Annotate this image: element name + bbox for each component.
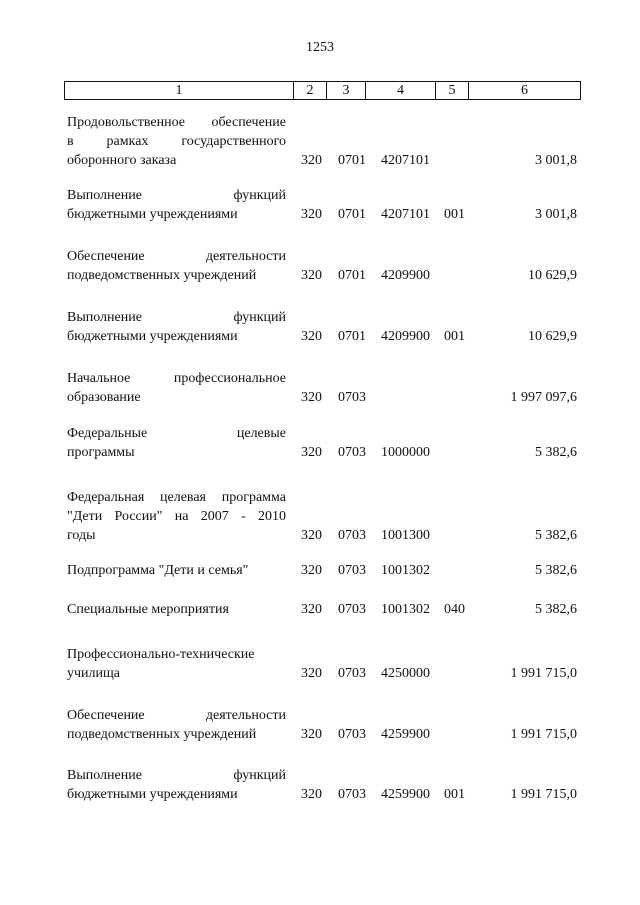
row-col-4: 4259900 bbox=[381, 727, 430, 742]
row-name-line: Начальное профессиональное bbox=[67, 371, 286, 386]
row-col-4: 1001302 bbox=[381, 602, 430, 617]
row-col-6: 1 991 715,0 bbox=[510, 727, 577, 742]
row-name-line: подведомственных учреждений bbox=[67, 268, 257, 283]
row-name bbox=[67, 113, 286, 170]
header-col-4: 4 bbox=[366, 82, 436, 99]
row-col-2: 320 bbox=[301, 390, 322, 405]
row-col-6: 5 382,6 bbox=[535, 602, 577, 617]
row-col-4: 4207101 bbox=[381, 153, 430, 168]
row-name-line: Выполнение функций bbox=[67, 188, 286, 203]
row-col-6: 10 629,9 bbox=[528, 329, 577, 344]
row-name bbox=[67, 561, 286, 580]
row-col-4: 1000000 bbox=[381, 445, 430, 460]
row-col-2: 320 bbox=[301, 268, 322, 283]
header-col-2: 2 bbox=[294, 82, 327, 99]
row-col-2: 320 bbox=[301, 787, 322, 802]
row-col-3: 0703 bbox=[338, 445, 366, 460]
row-col-2: 320 bbox=[301, 207, 322, 222]
row-name bbox=[67, 247, 286, 285]
row-name-line: программы bbox=[67, 445, 135, 460]
row-col-5: 001 bbox=[444, 787, 465, 802]
row-col-6: 5 382,6 bbox=[535, 445, 577, 460]
row-col-4: 1001302 bbox=[381, 563, 430, 578]
row-col-2: 320 bbox=[301, 563, 322, 578]
row-name bbox=[67, 706, 286, 744]
row-col-5: 040 bbox=[444, 602, 465, 617]
row-name bbox=[67, 186, 286, 224]
row-col-6: 1 991 715,0 bbox=[510, 787, 577, 802]
row-name-line: Продовольственное обеспечение bbox=[67, 115, 286, 130]
row-col-4: 4209900 bbox=[381, 268, 430, 283]
row-name-line: Обеспечение деятельности bbox=[67, 708, 286, 723]
row-name bbox=[67, 424, 286, 462]
row-col-3: 0701 bbox=[338, 153, 366, 168]
row-col-3: 0701 bbox=[338, 329, 366, 344]
row-col-4: 4209900 bbox=[381, 329, 430, 344]
row-name-line: Выполнение функций bbox=[67, 310, 286, 325]
row-name-line: Специальные мероприятия bbox=[67, 602, 229, 617]
row-col-2: 320 bbox=[301, 666, 322, 681]
row-name-line: "Дети России" на 2007 - 2010 bbox=[67, 509, 286, 524]
header-col-5: 5 bbox=[436, 82, 469, 99]
row-name-line: подведомственных учреждений bbox=[67, 727, 257, 742]
row-name-line: Федеральная целевая программа bbox=[67, 490, 286, 505]
row-name-line: Профессионально-технические bbox=[67, 647, 255, 662]
row-name-line: образование bbox=[67, 390, 141, 405]
row-col-3: 0703 bbox=[338, 666, 366, 681]
row-name bbox=[67, 308, 286, 346]
row-name-line: Федеральные целевые bbox=[67, 426, 286, 441]
row-name-line: в рамках государственного bbox=[67, 134, 286, 149]
row-col-4: 4250000 bbox=[381, 666, 430, 681]
row-col-2: 320 bbox=[301, 727, 322, 742]
row-name-line: бюджетными учреждениями bbox=[67, 787, 238, 802]
row-col-2: 320 bbox=[301, 528, 322, 543]
row-col-3: 0703 bbox=[338, 602, 366, 617]
row-col-3: 0703 bbox=[338, 528, 366, 543]
row-col-6: 5 382,6 bbox=[535, 563, 577, 578]
header-col-6: 6 bbox=[521, 83, 528, 98]
row-col-4: 4259900 bbox=[381, 787, 430, 802]
row-name bbox=[67, 645, 286, 683]
table-header bbox=[64, 81, 581, 100]
row-col-3: 0703 bbox=[338, 787, 366, 802]
row-col-2: 320 bbox=[301, 445, 322, 460]
row-name bbox=[67, 488, 286, 545]
row-col-6: 1 991 715,0 bbox=[510, 666, 577, 681]
row-col-4: 4207101 bbox=[381, 207, 430, 222]
row-col-6: 10 629,9 bbox=[528, 268, 577, 283]
row-col-5: 001 bbox=[444, 329, 465, 344]
row-col-6: 5 382,6 bbox=[535, 528, 577, 543]
row-col-3: 0701 bbox=[338, 268, 366, 283]
row-col-3: 0703 bbox=[338, 727, 366, 742]
row-name-line: Выполнение функций bbox=[67, 768, 286, 783]
row-col-3: 0701 bbox=[338, 207, 366, 222]
row-col-2: 320 bbox=[301, 602, 322, 617]
row-col-6: 3 001,8 bbox=[535, 207, 577, 222]
row-name-line: Подпрограмма "Дети и семья" bbox=[67, 563, 249, 578]
row-col-6: 3 001,8 bbox=[535, 153, 577, 168]
row-name-line: бюджетными учреждениями bbox=[67, 207, 238, 222]
row-col-4: 1001300 bbox=[381, 528, 430, 543]
row-name-line: годы bbox=[67, 528, 96, 543]
row-col-2: 320 bbox=[301, 329, 322, 344]
row-name-line: оборонного заказа bbox=[67, 153, 177, 168]
row-name bbox=[67, 600, 286, 619]
row-col-2: 320 bbox=[301, 153, 322, 168]
row-name-line: училища bbox=[67, 666, 121, 681]
row-name bbox=[67, 369, 286, 407]
header-col-3: 3 bbox=[327, 82, 366, 99]
row-name-line: бюджетными учреждениями bbox=[67, 329, 238, 344]
row-col-5: 001 bbox=[444, 207, 465, 222]
header-col-1: 1 bbox=[65, 82, 294, 99]
row-col-3: 0703 bbox=[338, 390, 366, 405]
row-name bbox=[67, 766, 286, 804]
row-col-6: 1 997 097,6 bbox=[510, 390, 577, 405]
row-name-line: Обеспечение деятельности bbox=[67, 249, 286, 264]
page-number: 1253 bbox=[306, 40, 334, 55]
row-col-3: 0703 bbox=[338, 563, 366, 578]
